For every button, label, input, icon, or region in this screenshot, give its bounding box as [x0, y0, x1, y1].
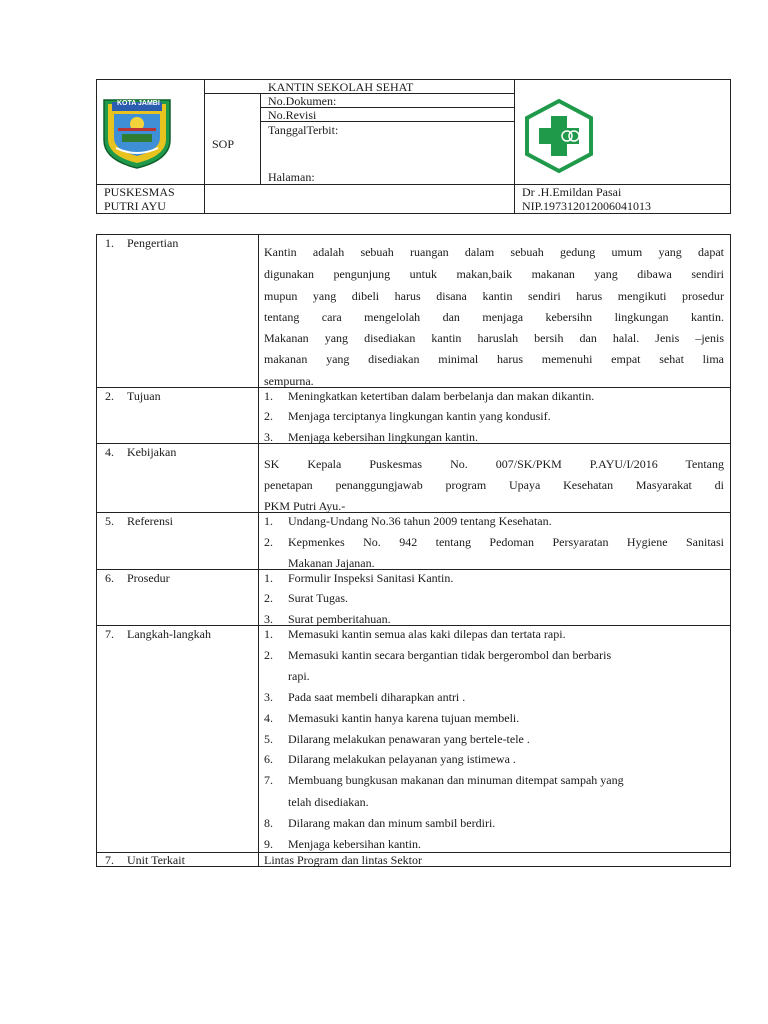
pengertian-line: Kantin adalah sebuah ruangan dalam sebuah gedung umum yang dapat: [264, 245, 724, 259]
pengertian-line: sempurna.: [264, 374, 314, 388]
kebijakan-line: PKM Putri Ayu.-: [264, 499, 346, 513]
unit-number: 7.: [105, 853, 114, 867]
tujuan-label: Tujuan: [127, 389, 161, 403]
prosedur-number: 6.: [105, 571, 114, 585]
signer-nip: NIP.197312012006041013: [522, 199, 652, 213]
unit-label: Unit Terkait: [127, 853, 185, 867]
header-title: KANTIN SEKOLAH SEHAT: [268, 80, 414, 94]
list-item-continuation: Makanan Jajanan.: [288, 556, 375, 570]
no-dokumen-label: No.Dokumen:: [268, 94, 337, 108]
kebijakan-label: Kebijakan: [127, 445, 177, 459]
pengertian-line: tentang cara mengelolah dan menjaga kebersihn lingkungan kantin.: [264, 310, 724, 324]
puskesmas-cross-logo: [521, 98, 597, 174]
tujuan-number: 2.: [105, 389, 114, 403]
puskesmas-name-line2: PUTRI AYU: [104, 199, 166, 213]
unit-value: Lintas Program dan lintas Sektor: [264, 853, 422, 867]
kota-jambi-logo: [102, 98, 172, 170]
halaman-label: Halaman:: [268, 170, 315, 184]
logo-text: KOTA JAMBI: [117, 100, 160, 107]
referensi-label: Referensi: [127, 514, 173, 528]
pengertian-line: makanan yang disediakan minimal harus memenuhi empat sehat lima: [264, 352, 724, 366]
pengertian-line: Makanan yang disediakan kantin haruslah bersih dan halal. Jenis –jenis: [264, 331, 724, 345]
langkah-label: Langkah-langkah: [127, 627, 211, 641]
referensi-number: 5.: [105, 514, 114, 528]
puskesmas-name-line1: PUSKESMAS: [104, 185, 175, 199]
kebijakan-number: 4.: [105, 445, 114, 459]
list-item-continuation: rapi.: [288, 669, 310, 683]
kebijakan-line: SK Kepala Puskesmas No. 007/SK/PKM P.AYU/I/2016 Tentang: [264, 457, 724, 471]
pengertian-label: Pengertian: [127, 236, 179, 250]
list-item-continuation: telah disediakan.: [288, 795, 369, 809]
prosedur-label: Prosedur: [127, 571, 170, 585]
tanggal-terbit-label: TanggalTerbit:: [268, 123, 339, 137]
signer-name: Dr .H.Emildan Pasai: [522, 185, 622, 199]
pengertian-number: 1.: [105, 236, 114, 250]
sop-label: SOP: [212, 137, 235, 151]
pengertian-line: mupun yang dibeli harus disana kantin sendiri harus mengikuti prosedur: [264, 289, 724, 303]
pengertian-line: digunakan pengunjung untuk makan,baik makanan yang dibawa sendiri: [264, 267, 724, 281]
langkah-number: 7.: [105, 627, 114, 641]
kebijakan-line: penetapan penanggungjawab program Upaya Kesehatan Masyarakat di: [264, 478, 724, 492]
no-revisi-label: No.Revisi: [268, 108, 317, 122]
